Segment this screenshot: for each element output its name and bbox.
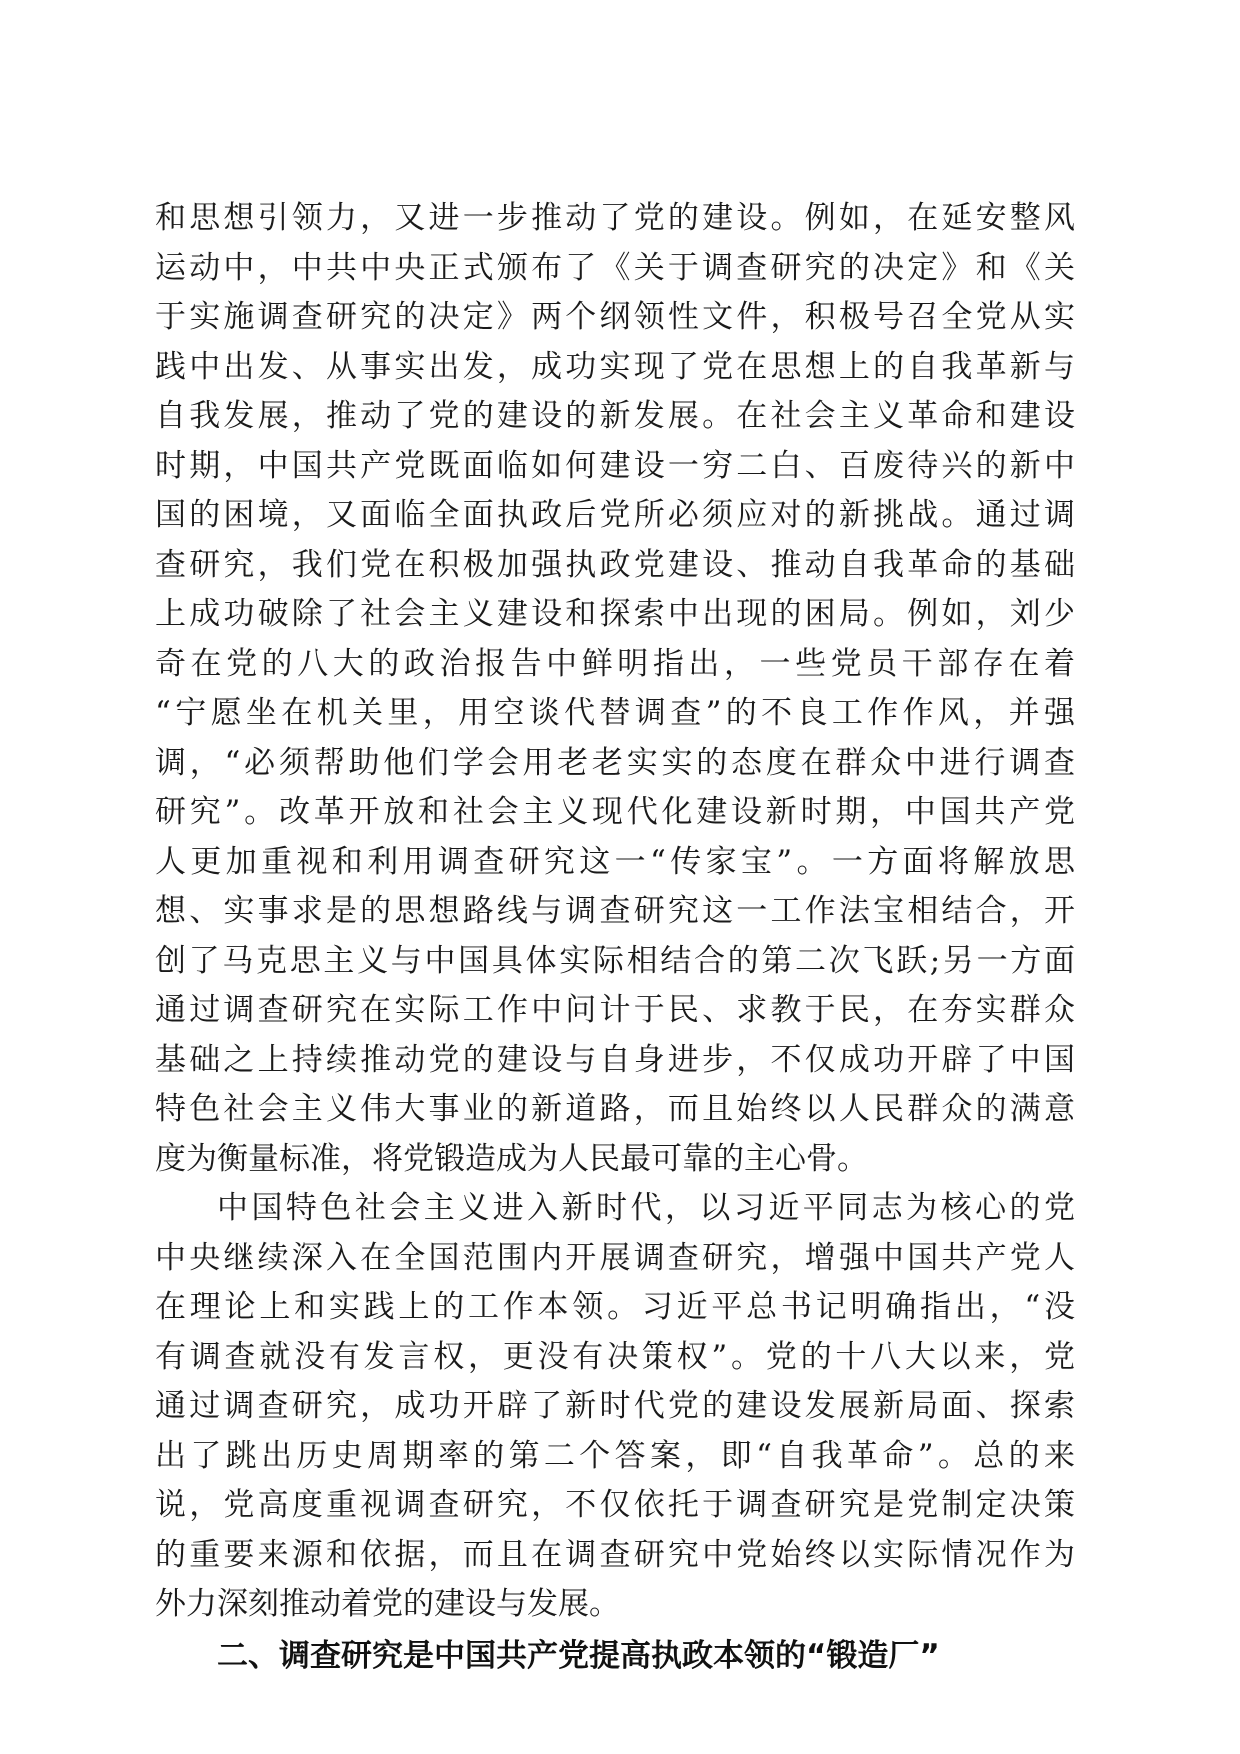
paragraph-1-line: 特色社会主义伟大事业的新道路，而且始终以人民群众的满意 — [155, 1091, 1075, 1127]
paragraph-2-line: 说，党高度重视调查研究，不仅依托于调查研究是党制定决策 — [155, 1487, 1075, 1523]
paragraph-1-line: 基础之上持续推动党的建设与自身进步，不仅成功开辟了中国 — [155, 1041, 1075, 1078]
paragraph-2-line: 外力深刻推动着党的建设与发展。 — [155, 1586, 620, 1622]
paragraph-2-line: 的重要来源和依据，而且在调查研究中党始终以实际情况作为 — [155, 1536, 1075, 1573]
paragraph-1-line: 想、实事求是的思想路线与调查研究这一工作法宝相结合，开 — [155, 893, 1075, 929]
paragraph-1-line: 于实施调查研究的决定》两个纲领性文件，积极号召全党从实 — [155, 299, 1075, 335]
paragraph-1-line: 时期，中国共产党既面临如何建设一穷二白、百废待兴的新中 — [155, 447, 1075, 484]
paragraph-2-line: 出了跳出历史周期率的第二个答案，即“自我革命”。总的来 — [155, 1437, 1075, 1474]
paragraph-1-line: 运动中，中共中央正式颁布了《关于调查研究的决定》和《关 — [155, 249, 1075, 286]
paragraph-1-line: 奇在党的八大的政治报告中鲜明指出，一些党员干部存在着 — [155, 645, 1075, 682]
section-heading: 二、调查研究是中国共产党提高执政本领的“锻造厂” — [217, 1637, 940, 1674]
paragraph-1-line: “宁愿坐在机关里，用空谈代替调查”的不良工作作风，并强 — [155, 695, 1075, 731]
paragraph-2-line: 中国特色社会主义进入新时代，以习近平同志为核心的党 — [217, 1190, 1075, 1226]
paragraph-1-line: 度为衡量标准，将党锻造成为人民最可靠的主心骨。 — [155, 1140, 868, 1177]
paragraph-1-line: 人更加重视和利用调查研究这一“传家宝”。一方面将解放思 — [155, 843, 1075, 880]
paragraph-2-line: 在理论上和实践上的工作本领。习近平总书记明确指出，“没 — [155, 1289, 1075, 1325]
paragraph-1-line: 践中出发、从事实出发，成功实现了党在思想上的自我革新与 — [155, 348, 1075, 385]
paragraph-2 — [155, 1184, 1075, 1630]
paragraph-1-line: 通过调查研究在实际工作中问计于民、求教于民，在夯实群众 — [155, 992, 1075, 1028]
paragraph-1-line: 自我发展，推动了党的建设的新发展。在社会主义革命和建设 — [155, 398, 1075, 434]
document-body — [155, 194, 1075, 1681]
paragraph-2-line: 通过调查研究，成功开辟了新时代党的建设发展新局面、探索 — [155, 1388, 1075, 1424]
paragraph-1-line: 国的困境，又面临全面执政后党所必须应对的新挑战。通过调 — [155, 497, 1075, 533]
paragraph-1-line: 查研究，我们党在积极加强执政党建设、推动自我革命的基础 — [155, 546, 1075, 583]
paragraph-1-line: 研究”。改革开放和社会主义现代化建设新时期，中国共产党 — [155, 794, 1075, 830]
paragraph-1-line: 和思想引领力，又进一步推动了党的建设。例如，在延安整风 — [155, 200, 1075, 236]
paragraph-2-line: 有调查就没有发言权，更没有决策权”。党的十八大以来，党 — [155, 1338, 1075, 1375]
paragraph-1-line: 上成功破除了社会主义建设和探索中出现的困局。例如，刘少 — [155, 596, 1075, 632]
paragraph-1-line: 调，“必须帮助他们学会用老老实实的态度在群众中进行调查 — [155, 744, 1075, 781]
paragraph-1-line: 创了马克思主义与中国具体实际相结合的第二次飞跃;另一方面 — [155, 942, 1075, 979]
paragraph-1 — [155, 194, 1075, 1184]
paragraph-2-line: 中央继续深入在全国范围内开展调查研究，增强中国共产党人 — [155, 1239, 1075, 1276]
